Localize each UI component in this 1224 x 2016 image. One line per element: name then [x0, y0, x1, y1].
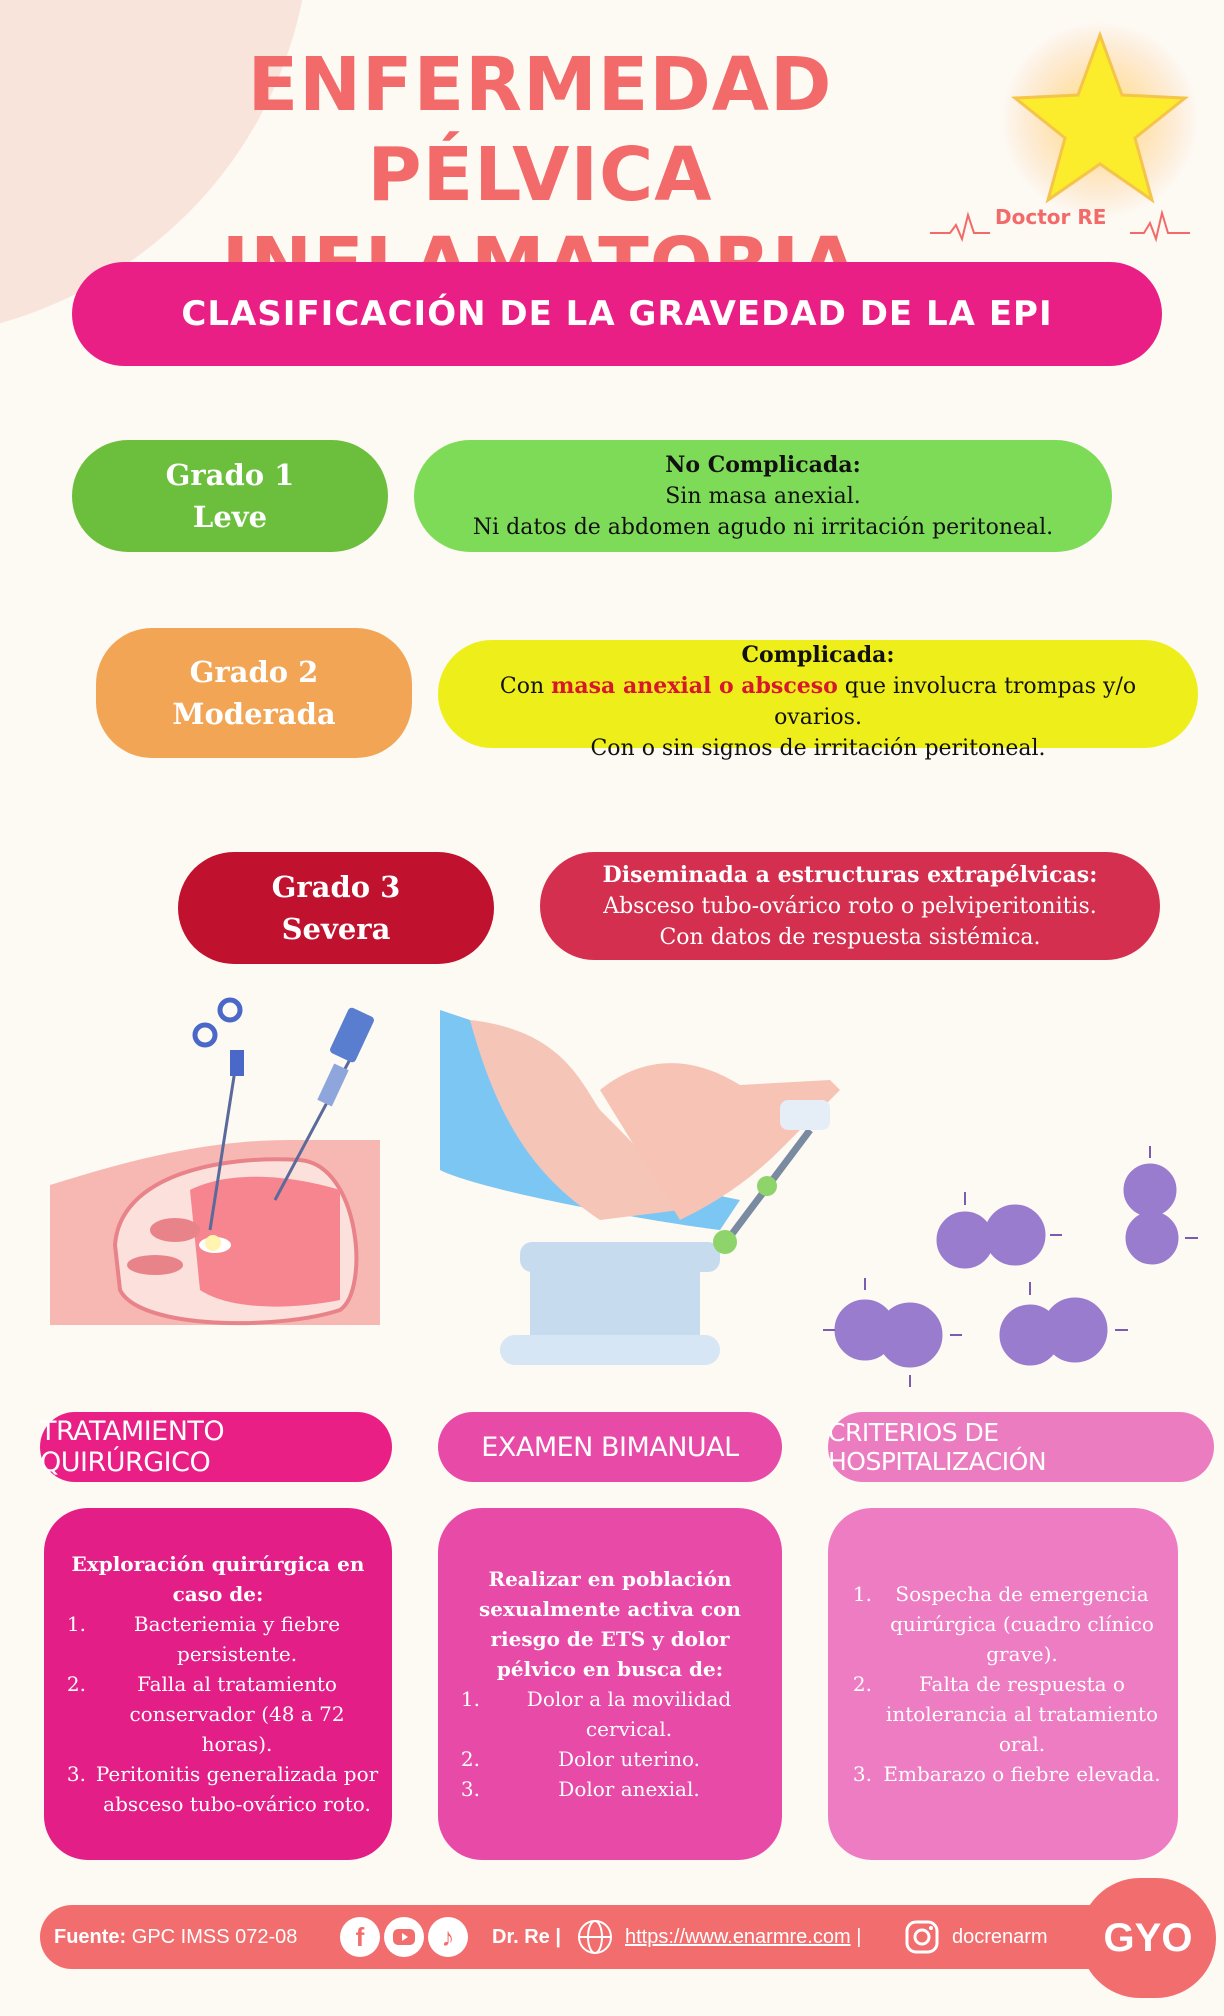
- social-links: [340, 1905, 472, 1969]
- globe-icon: [575, 1905, 615, 1969]
- grade-1-heading: No Complicada:: [665, 451, 861, 478]
- footer-separator: |: [856, 1925, 862, 1948]
- footer-source: [54, 1905, 297, 1969]
- tiktok-icon[interactable]: ♪: [428, 1917, 468, 1957]
- list-item: [450, 1774, 770, 1804]
- author: [492, 1905, 561, 1969]
- grade-1-pill: [72, 440, 388, 552]
- title-line-1: ENFERMEDAD PÉLVICA: [247, 42, 833, 218]
- grade-2-heading: Complicada:: [741, 642, 895, 668]
- list-number: 3.: [66, 1762, 86, 1786]
- list-number: 2.: [852, 1672, 872, 1696]
- grade-2-pill: [96, 628, 412, 758]
- gyo-badge: GYO: [1080, 1878, 1216, 1998]
- list-text: Dolor anexial.: [558, 1777, 700, 1801]
- card-list: [450, 1684, 770, 1804]
- list-number: 2.: [460, 1747, 480, 1771]
- hospitalization-criteria-card: [828, 1508, 1178, 1860]
- bimanual-exam-header: EXAMEN BIMANUAL: [438, 1412, 782, 1482]
- grade-1-label: Grado 1: [165, 458, 295, 492]
- grade-2-line-post: que involucra trompas y/o ovarios.: [774, 674, 1137, 730]
- bimanual-exam-illustration: [440, 1010, 860, 1380]
- grade-1-level: Leve: [192, 500, 268, 534]
- facebook-icon[interactable]: f: [340, 1917, 380, 1957]
- list-text: Dolor a la movilidad cervical.: [526, 1687, 732, 1741]
- grade-3-label: Grado 3: [271, 870, 401, 904]
- list-item: [56, 1759, 380, 1819]
- list-text: Falta de respuesta o intolerancia al tratamiento oral.: [885, 1672, 1159, 1756]
- card-lead: Exploración quirúrgica en caso de:: [71, 1552, 365, 1606]
- grade-1-line: Ni datos de abdomen agudo ni irritación peritoneal.: [472, 514, 1054, 540]
- website-link[interactable]: [625, 1905, 861, 1969]
- grade-2-highlight: masa anexial o absceso: [551, 673, 838, 699]
- list-text: Dolor uterino.: [557, 1747, 701, 1771]
- surgical-treatment-header: TRATAMIENTO QUIRÚRGICO: [40, 1412, 392, 1482]
- instagram-icon[interactable]: [902, 1905, 942, 1969]
- card-lead: Realizar en población sexualmente activa con riesgo de ETS y dolor pélvico en busca de:: [479, 1567, 741, 1681]
- grade-2-level: Moderada: [172, 697, 336, 731]
- list-item: [450, 1684, 770, 1744]
- grade-3-line: Absceso tubo-ovárico roto o pelviperitonitis.: [603, 893, 1097, 919]
- list-number: 3.: [460, 1777, 480, 1801]
- author-name: Dr. Re |: [492, 1925, 561, 1948]
- source-label: Fuente:: [54, 1925, 127, 1948]
- list-item: [842, 1759, 1164, 1789]
- list-text: Peritonitis generalizada por absceso tubo-ovárico roto.: [95, 1762, 379, 1816]
- list-number: 3.: [852, 1762, 872, 1786]
- bimanual-exam-card: [438, 1508, 782, 1860]
- list-number: 2.: [66, 1672, 86, 1696]
- grade-1-line: Sin masa anexial.: [665, 483, 861, 509]
- website-url[interactable]: https://www.enarmre.com: [625, 1925, 851, 1948]
- list-text: Falla al tratamiento conservador (48 a 72 horas).: [129, 1672, 345, 1756]
- grade-2-line: [438, 671, 1198, 733]
- grade-3-heading: Diseminada a estructuras extrapélvicas:: [602, 861, 1098, 888]
- list-number: 1.: [66, 1612, 86, 1636]
- grade-1-description: [414, 440, 1112, 552]
- star-icon: [1000, 20, 1200, 220]
- grade-3-pill: [178, 852, 494, 964]
- card-list: [56, 1609, 380, 1819]
- source-value: GPC IMSS 072-08: [131, 1925, 298, 1948]
- card-list: [842, 1579, 1164, 1789]
- youtube-icon[interactable]: [384, 1917, 424, 1957]
- list-item: [842, 1669, 1164, 1759]
- grade-2-description: [438, 640, 1198, 761]
- list-text: Sospecha de emergencia quirúrgica (cuadro clínico grave).: [890, 1582, 1154, 1666]
- grade-3-line: Con datos de respuesta sistémica.: [659, 924, 1041, 950]
- section-banner: CLASIFICACIÓN DE LA GRAVEDAD DE LA EPI: [72, 262, 1162, 366]
- laparoscopy-illustration: [40, 990, 380, 1340]
- grade-2-line: Con o sin signos de irritación peritoneal.: [590, 736, 1046, 761]
- grade-2-label: Grado 2: [189, 655, 319, 689]
- list-item: [842, 1579, 1164, 1669]
- logo-text: Doctor RE: [995, 205, 1107, 229]
- surgical-treatment-card: [44, 1508, 392, 1860]
- list-text: Bacteriemia y fiebre persistente.: [133, 1612, 341, 1666]
- list-item: [56, 1609, 380, 1669]
- grade-3-description: [540, 852, 1160, 960]
- footer-bar: [40, 1905, 1190, 1969]
- list-item: [56, 1669, 380, 1759]
- hospitalization-criteria-header: CRITERIOS DE HOSPITALIZACIÓN: [828, 1412, 1214, 1482]
- instagram-handle[interactable]: docrenarm: [952, 1925, 1048, 1948]
- list-item: [450, 1744, 770, 1774]
- list-number: 1.: [852, 1582, 872, 1606]
- bacteria-illustration: [820, 1150, 1220, 1390]
- grade-3-level: Severa: [281, 912, 391, 946]
- list-number: 1.: [460, 1687, 480, 1711]
- grade-2-line-pre: Con: [499, 674, 552, 699]
- list-text: Embarazo o fiebre elevada.: [883, 1762, 1161, 1786]
